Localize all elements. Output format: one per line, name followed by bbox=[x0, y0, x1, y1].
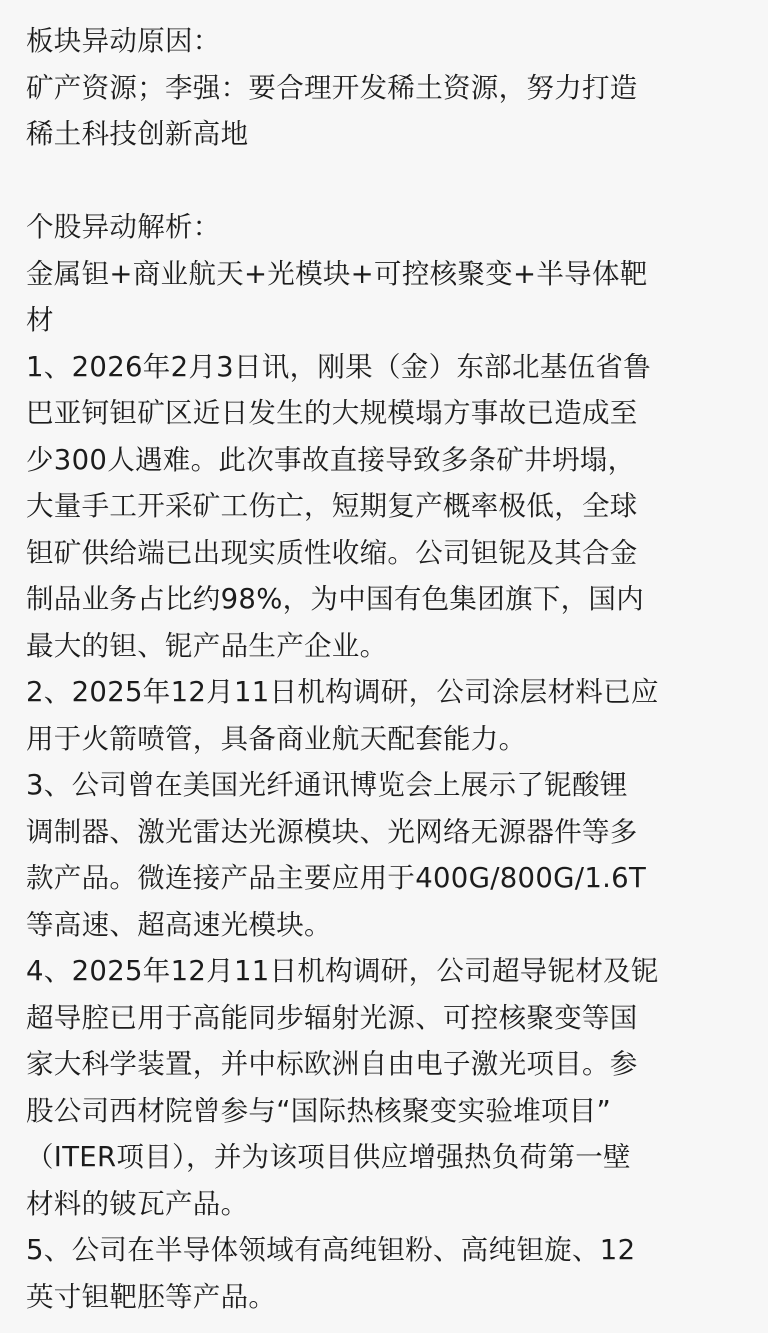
point-1-line: 巴亚钶钽矿区近日发生的大规模塌方事故已造成至 bbox=[26, 397, 638, 429]
reason-text-line: 矿产资源；李强：要合理开发稀土资源，努力打造 bbox=[26, 71, 638, 104]
point-5-line: 5、公司在半导体领域有高纯钽粉、高纯钽旋、12 bbox=[26, 1234, 636, 1266]
point-1-line: 制品业务占比约98%，为中国有色集团旗下，国内 bbox=[26, 583, 645, 615]
point-4-line: 家大科学装置，并中标欧洲自由电子激光项目。参 bbox=[26, 1048, 638, 1080]
point-3-line: 款产品。微连接产品主要应用于400G/800G/1.6T bbox=[26, 862, 647, 894]
section-heading-analysis: 个股异动解析： bbox=[26, 211, 221, 243]
reason-text-line: 稀土科技创新高地 bbox=[26, 118, 249, 150]
point-3-line: 等高速、超高速光模块。 bbox=[26, 908, 332, 941]
theme-tags-line: 材 bbox=[26, 304, 54, 336]
point-2-line: 2、2025年12月11日机构调研，公司涂层材料已应 bbox=[26, 676, 659, 708]
point-4-line: 股公司西材院曾参与“国际热核聚变实验堆项目” bbox=[26, 1094, 612, 1127]
point-4-line: 4、2025年12月11日机构调研，公司超导铌材及铌 bbox=[26, 955, 659, 987]
point-1-line: 1、2026年2月3日讯，刚果（金）东部北基伍省鲁 bbox=[26, 350, 651, 383]
point-4-line: （ITER项目），并为该项目供应增强热负荷第一壁 bbox=[26, 1141, 631, 1173]
point-1-line: 最大的钽、铌产品生产企业。 bbox=[26, 629, 388, 662]
point-1-line: 少300人遇难。此次事故直接导致多条矿井坍塌， bbox=[26, 443, 636, 476]
point-5-line: 英寸钽靶胚等产品。 bbox=[26, 1280, 277, 1313]
point-1-line: 大量手工开采矿工伤亡，短期复产概率极低，全球 bbox=[26, 490, 638, 522]
point-3-line: 3、公司曾在美国光纤通讯博览会上展示了铌酸锂 bbox=[26, 769, 628, 801]
paragraph-spacer bbox=[26, 158, 744, 205]
point-3-line: 调制器、激光雷达光源模块、光网络无源器件等多 bbox=[26, 815, 638, 848]
point-4-line: 材料的铍瓦产品。 bbox=[26, 1187, 249, 1220]
point-2-line: 用于火箭喷管，具备商业航天配套能力。 bbox=[26, 722, 527, 755]
theme-tags-line: 金属钽+商业航天+光模块+可控核聚变+半导体靶 bbox=[26, 257, 648, 290]
section-heading-reason: 板块异动原因： bbox=[26, 25, 221, 57]
point-1-line: 钽矿供给端已出现实质性收缩。公司钽铌及其合金 bbox=[26, 536, 638, 569]
point-4-line: 超导腔已用于高能同步辐射光源、可控核聚变等国 bbox=[26, 1001, 638, 1034]
